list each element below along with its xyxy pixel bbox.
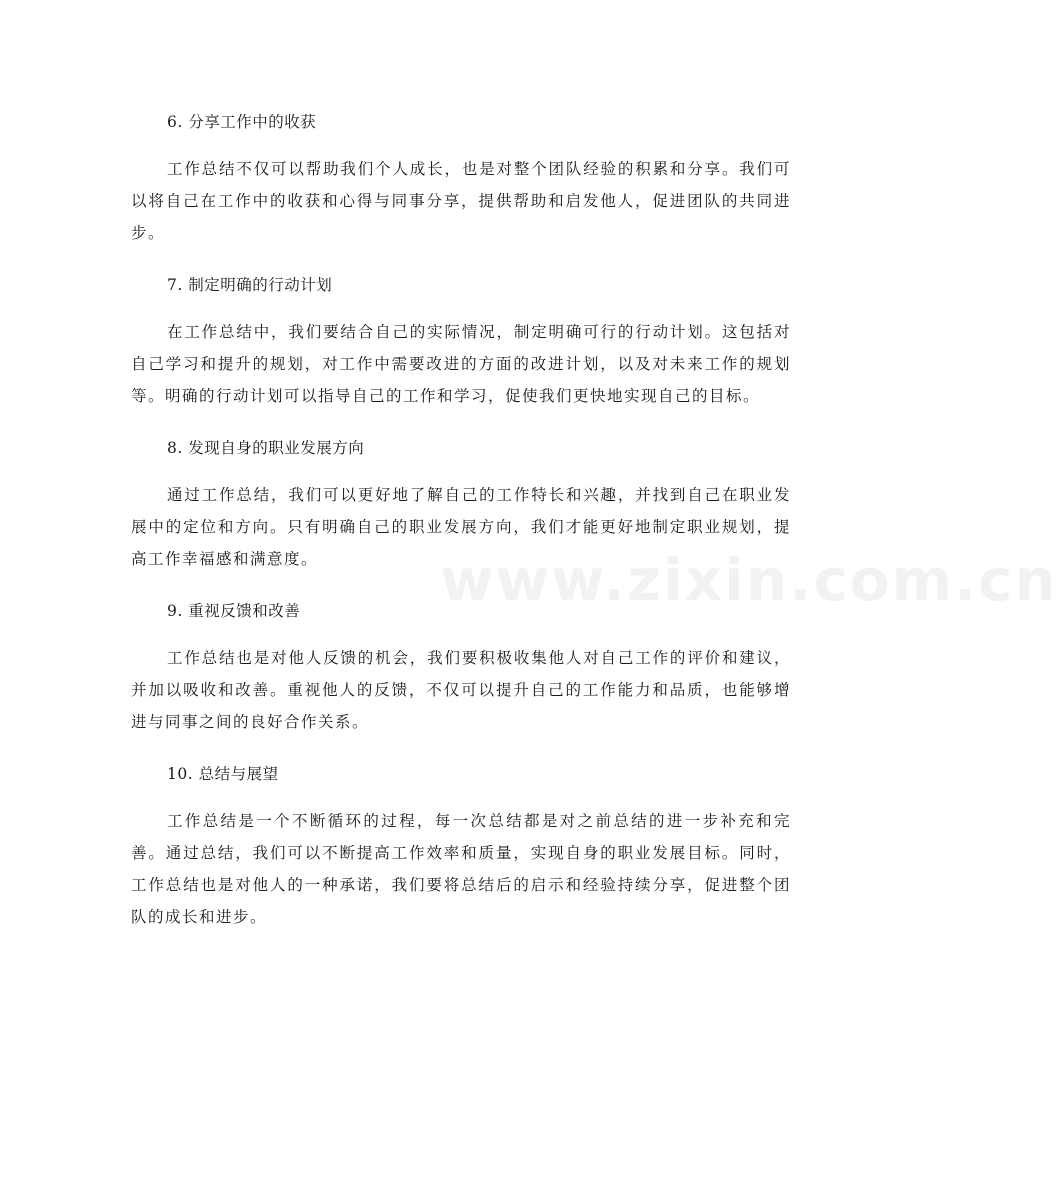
section-7 (131, 269, 791, 412)
section-paragraph: 工作总结也是对他人反馈的机会，我们要积极收集他人对自己工作的评价和建议，并加以吸收和改善。重视他人的反馈，不仅可以提升自己的工作能力和品质，也能够增进与同事之间的良好合作关系。 (131, 649, 791, 731)
section-heading: 8. 发现自身的职业发展方向 (167, 439, 365, 457)
document-content (131, 106, 791, 953)
section-paragraph: 工作总结是一个不断循环的过程，每一次总结都是对之前总结的进一步补充和完善。通过总结，我们可以不断提高工作效率和质量，实现自身的职业发展目标。同时，工作总结也是对他人的一种承诺，我们要将总结后的启示和经验持续分享，促进整个团队的成长和进步。 (131, 812, 791, 926)
section-paragraph: 工作总结不仅可以帮助我们个人成长，也是对整个团队经验的积累和分享。我们可以将自己在工作中的收获和心得与同事分享，提供帮助和启发他人，促进团队的共同进步。 (131, 160, 791, 242)
watermark-text: www.zixin.com.cn (440, 546, 1058, 614)
section-6 (131, 106, 791, 249)
section-heading: 9. 重视反馈和改善 (167, 602, 301, 620)
section-heading: 7. 制定明确的行动计划 (167, 276, 333, 294)
section-9 (131, 595, 791, 738)
section-8 (131, 432, 791, 575)
section-heading: 6. 分享工作中的收获 (167, 113, 317, 131)
section-10 (131, 758, 791, 933)
section-paragraph: 通过工作总结，我们可以更好地了解自己的工作特长和兴趣，并找到自己在职业发展中的定位和方向。只有明确自己的职业发展方向，我们才能更好地制定职业规划，提高工作幸福感和满意度。 (131, 486, 791, 568)
section-heading: 10. 总结与展望 (167, 765, 279, 783)
section-paragraph: 在工作总结中，我们要结合自己的实际情况，制定明确可行的行动计划。这包括对自己学习和提升的规划，对工作中需要改进的方面的改进计划，以及对未来工作的规划等。明确的行动计划可以指导自己的工作和学习，促使我们更快地实现自己的目标。 (131, 323, 791, 405)
